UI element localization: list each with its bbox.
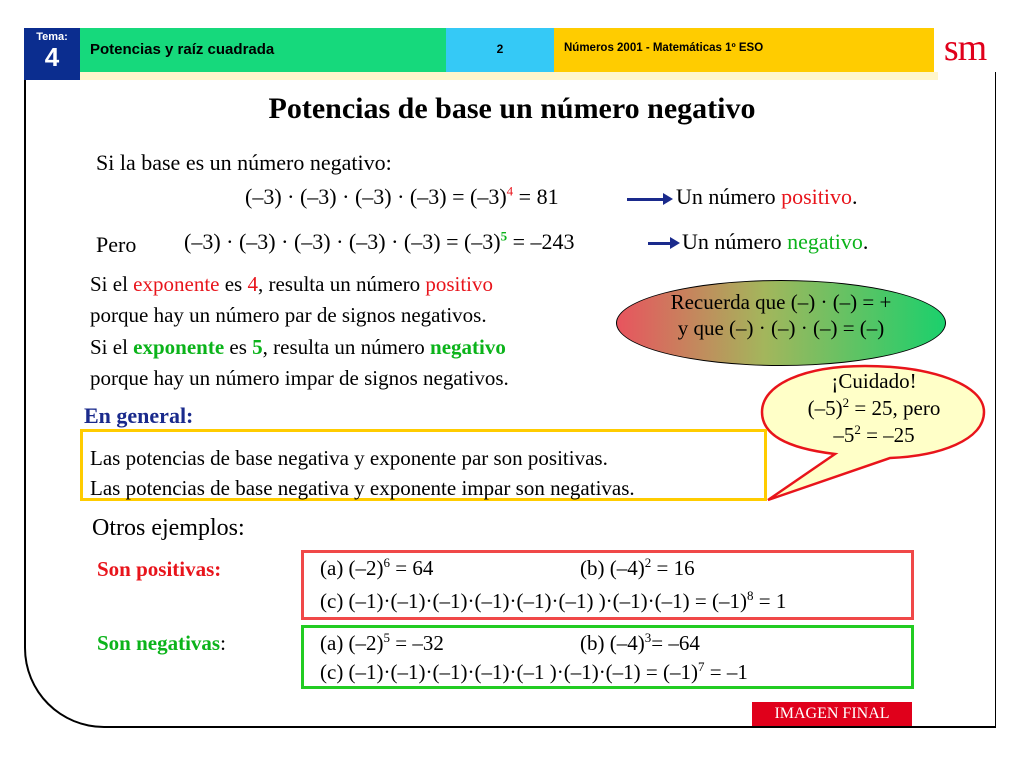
page-number: 2 bbox=[446, 28, 554, 72]
note-positive-prefix: Un número bbox=[676, 184, 782, 209]
cuidado-line-3 bbox=[770, 422, 978, 449]
note-positive-word: positivo bbox=[781, 184, 852, 209]
expression-negative-exponent: 5 bbox=[500, 228, 508, 244]
negativas-c-exp: 7 bbox=[698, 659, 705, 674]
negativas-a-exp: 5 bbox=[383, 630, 391, 645]
explain-1-a: Si el bbox=[90, 272, 134, 296]
pero-label: Pero bbox=[96, 232, 137, 257]
sm-logo: sm bbox=[934, 28, 996, 72]
positivas-a-res: = 64 bbox=[390, 556, 434, 580]
recuerda-line-2: y que (–) · (–) · (–) = (–) bbox=[677, 316, 885, 340]
note-negative-word: negativo bbox=[787, 229, 863, 254]
positivas-c-res: = 1 bbox=[753, 589, 787, 613]
tema-badge bbox=[24, 28, 80, 72]
general-heading: En general: bbox=[84, 403, 194, 428]
expression-negative-result: = –243 bbox=[507, 229, 575, 254]
positivas-c bbox=[320, 589, 786, 614]
negativas-b-exp: 3 bbox=[644, 630, 652, 645]
explain-3-exponente: exponente bbox=[133, 335, 225, 359]
expression-negative bbox=[184, 229, 575, 255]
explain-3-c: es bbox=[224, 335, 253, 359]
note-positive-end: . bbox=[852, 184, 858, 209]
explain-1-e: , resulta un número bbox=[257, 272, 426, 296]
negativas-label-text: Son negativas bbox=[97, 631, 221, 655]
recuerda-callout bbox=[616, 280, 946, 366]
cuidado-3-a: –5 bbox=[833, 423, 855, 447]
cuidado-3-exp: 2 bbox=[854, 422, 861, 437]
positivas-a-base: (a) (–2) bbox=[320, 556, 384, 580]
positivas-b bbox=[580, 556, 695, 581]
explain-3-number: 5 bbox=[252, 335, 263, 359]
explain-1-exponente: exponente bbox=[133, 272, 220, 296]
positivas-b-exp: 2 bbox=[644, 555, 652, 570]
positivas-c-exp: 8 bbox=[746, 588, 754, 603]
recuerda-line-1: Recuerda que (–) · (–) = + bbox=[670, 290, 892, 314]
positivas-a bbox=[320, 556, 433, 581]
negativas-c-base: (c) (–1)·(–1)·(–1)·(–1)·(–1 )·(–1)·(–1) = (–1) bbox=[320, 660, 698, 684]
negativas-a-res: = –32 bbox=[390, 631, 444, 655]
cuidado-2-a: (–5) bbox=[807, 396, 843, 420]
explain-1-positivo: positivo bbox=[425, 272, 494, 296]
header-bar bbox=[24, 28, 996, 72]
negativas-a-base: (a) (–2) bbox=[320, 631, 384, 655]
note-negative-prefix: Un número bbox=[682, 229, 788, 254]
negativas-b-res: = –64 bbox=[651, 631, 700, 655]
slide-title: Potencias de base un número negativo bbox=[268, 92, 756, 125]
negativas-c bbox=[320, 660, 748, 685]
explain-3-a: Si el bbox=[90, 335, 134, 359]
positivas-label: Son positivas: bbox=[97, 557, 222, 581]
general-line-1: Las potencias de base negativa y exponente par son positivas. bbox=[90, 446, 608, 470]
cuidado-3-b: = –25 bbox=[860, 423, 915, 447]
header-underbar-left bbox=[24, 72, 80, 80]
positivas-a-exp: 6 bbox=[383, 555, 391, 570]
book-title: Números 2001 - Matemáticas 1º ESO bbox=[554, 28, 934, 72]
cuidado-line-1: ¡Cuidado! bbox=[831, 369, 917, 393]
note-negative-end: . bbox=[862, 229, 869, 254]
explain-line-1 bbox=[90, 272, 493, 297]
cuidado-2-exp: 2 bbox=[842, 395, 850, 410]
positivas-b-base: (b) (–4) bbox=[580, 556, 645, 580]
negativas-b-base: (b) (–4) bbox=[580, 631, 645, 655]
cuidado-text bbox=[770, 368, 978, 449]
positivas-b-res: = 16 bbox=[651, 556, 695, 580]
negativas-a bbox=[320, 631, 444, 656]
general-line-2: Las potencias de base negativa y exponente impar son negativas. bbox=[90, 476, 635, 500]
intro-text: Si la base es un número negativo: bbox=[96, 150, 392, 175]
expression-negative-base: (–3) · (–3) · (–3) · (–3) · (–3) = (–3) bbox=[184, 229, 501, 254]
explain-3-negativo: negativo bbox=[430, 335, 506, 359]
expression-positive bbox=[245, 184, 559, 210]
tema-number: 4 bbox=[44, 42, 60, 72]
explain-3-e: , resulta un número bbox=[262, 335, 431, 359]
arrow-right-icon bbox=[627, 198, 665, 201]
note-negative bbox=[682, 229, 868, 255]
negativas-b bbox=[580, 631, 700, 656]
expression-positive-base: (–3) · (–3) · (–3) · (–3) = (–3) bbox=[245, 184, 507, 209]
arrow-right-icon bbox=[648, 242, 672, 245]
tema-label: Tema: bbox=[36, 31, 68, 43]
imagen-final-button[interactable]: IMAGEN FINAL bbox=[752, 702, 912, 726]
negativas-label bbox=[97, 631, 226, 656]
explain-line-3 bbox=[90, 335, 506, 360]
note-positive bbox=[676, 184, 858, 210]
positivas-c-base: (c) (–1)·(–1)·(–1)·(–1)·(–1)·(–1) )·(–1)·(–1) = (–1) bbox=[320, 589, 747, 613]
explain-line-2: porque hay un número par de signos negativos. bbox=[90, 303, 487, 327]
unit-title: Potencias y raíz cuadrada bbox=[80, 28, 446, 72]
cuidado-line-2 bbox=[770, 395, 978, 422]
cuidado-2-b: = 25, pero bbox=[849, 396, 941, 420]
explain-1-number: 4 bbox=[247, 272, 258, 296]
otros-heading: Otros ejemplos: bbox=[92, 515, 245, 541]
negativas-colon: : bbox=[220, 631, 226, 655]
expression-positive-exponent: 4 bbox=[506, 183, 514, 199]
negativas-c-res: = –1 bbox=[704, 660, 748, 684]
explain-1-c: es bbox=[219, 272, 248, 296]
header-underbar bbox=[80, 72, 938, 80]
explain-line-4: porque hay un número impar de signos negativos. bbox=[90, 366, 509, 390]
expression-positive-result: = 81 bbox=[513, 184, 559, 209]
